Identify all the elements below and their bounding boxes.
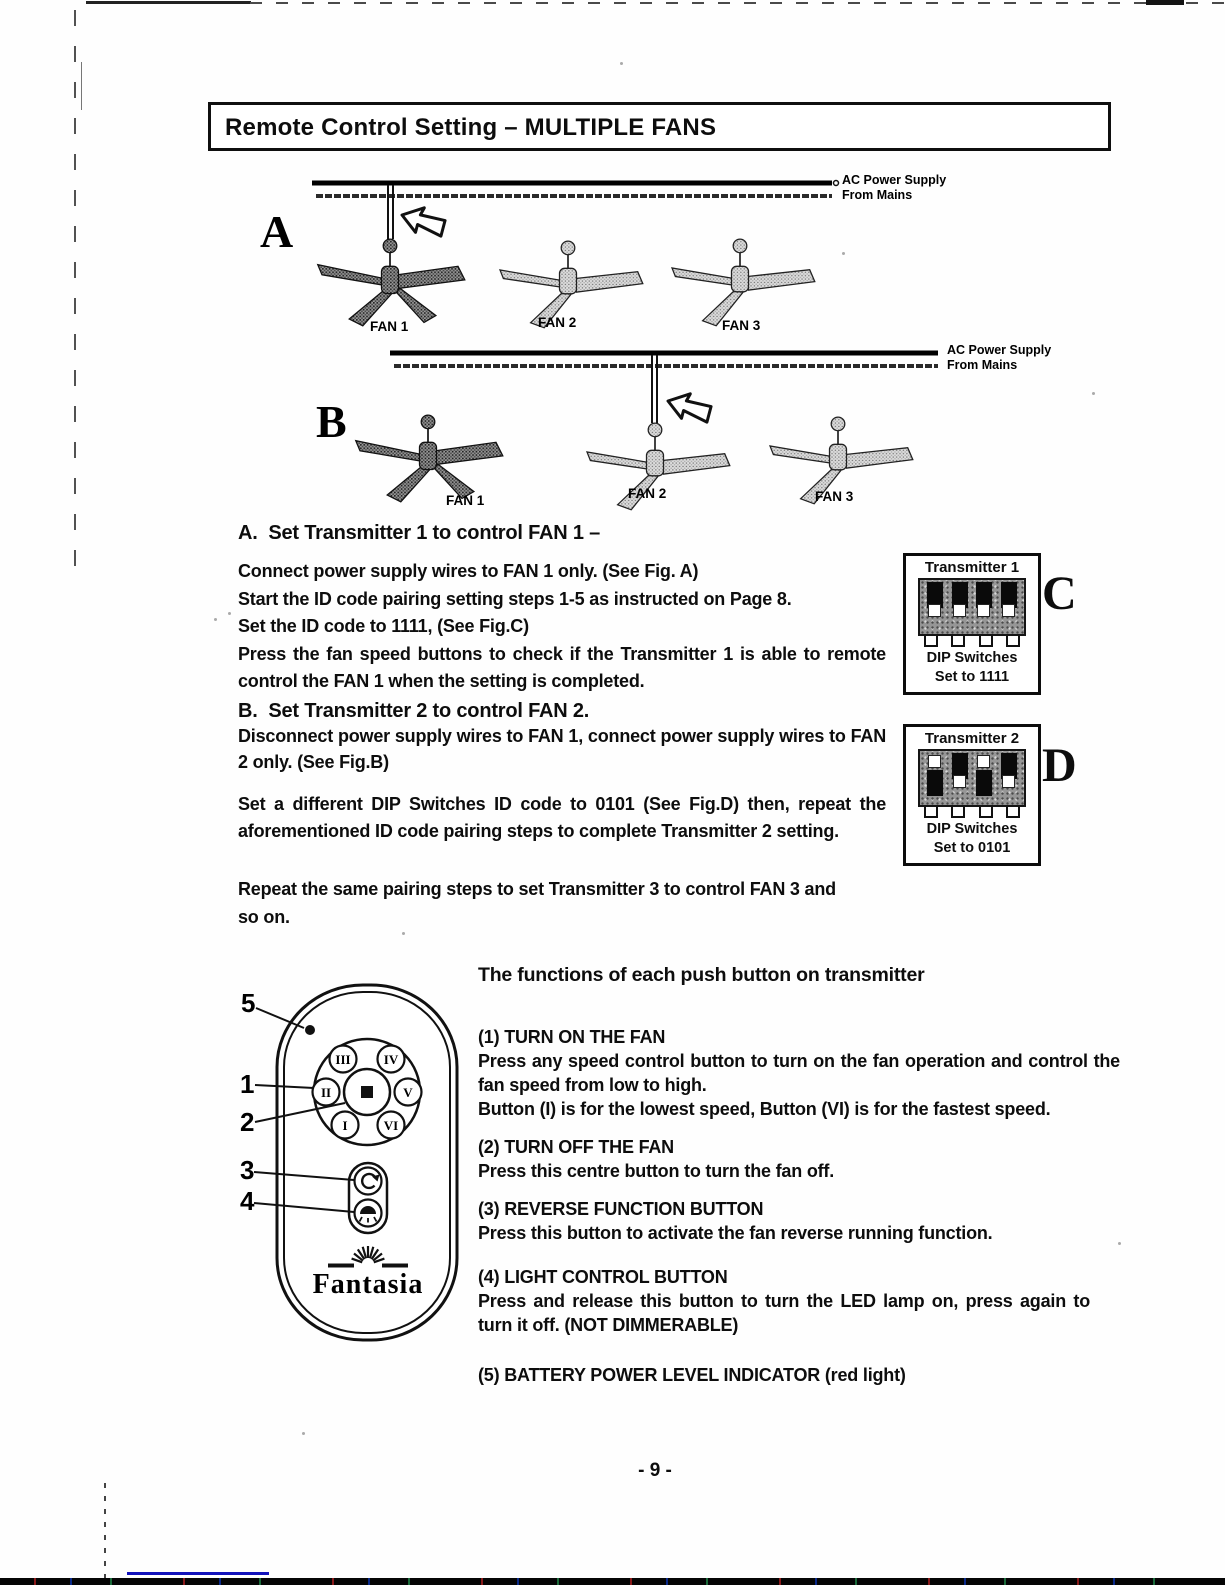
svg-text:II: II (320, 1085, 332, 1100)
section-b (238, 700, 886, 844)
blue-underline (127, 1572, 269, 1575)
callout-1: 1 (240, 1069, 255, 1099)
power-supply-label-1: AC Power Supply (842, 173, 947, 187)
speed-button-iii (330, 1046, 357, 1073)
callout-4: 4 (240, 1186, 255, 1216)
remote-control-diagram (225, 952, 495, 1352)
pointer-arrow-icon (664, 387, 715, 428)
section-a-line3: Set the ID code to 1111, (See Fig.C) (238, 616, 529, 636)
section-b-heading: B. Set Transmitter 2 to control FAN 2. (238, 700, 590, 722)
dip-pins (924, 807, 1020, 818)
dip-pins (924, 636, 1020, 647)
section-b-para2: Set a different DIP Switches ID code to 0101 (See Fig.D) then, repeat the aforementioned ID code pairing steps to complete Transmitter 2 setting. (238, 794, 886, 841)
wire-end-dot (834, 181, 839, 186)
figure-c-caption2: Set to 1111 (934, 668, 1010, 685)
repeat-note-text: Repeat the same pairing steps to set Transmitter 3 to control FAN 3 and so on. (238, 879, 836, 927)
pointer-arrow-icon (398, 201, 449, 242)
fan-3-drawing (672, 239, 815, 326)
functions-column (478, 964, 1120, 1401)
svg-text:IV: IV (383, 1052, 399, 1067)
section-b-para1: Disconnect power supply wires to FAN 1, connect power supply wires to FAN 2 only. (See Fig.B) (238, 726, 886, 772)
speed-button-v (395, 1079, 422, 1106)
title-box (208, 102, 1111, 151)
scan-artifact-top-dashes (250, 2, 1225, 4)
figure-c-title: Transmitter 1 (924, 559, 1020, 576)
fan-1-label: FAN 1 (370, 319, 409, 334)
scan-artifact-top-line (86, 1, 251, 4)
svg-text:III: III (335, 1052, 351, 1067)
function-2-body: Press this centre button to turn the fan off. (478, 1161, 835, 1181)
speed-button-iv (378, 1046, 405, 1073)
power-supply-label-1: AC Power Supply (947, 343, 1052, 357)
power-supply-label-2: From Mains (842, 188, 913, 202)
scan-speck (402, 932, 405, 935)
function-item-5 (478, 1363, 1120, 1387)
scan-artifact-bottom-left-dots (104, 1483, 106, 1579)
scan-speck (302, 1432, 305, 1435)
figure-d-letter: D (1042, 739, 1077, 792)
svg-text:I: I (342, 1118, 348, 1133)
speed-button-i (332, 1112, 359, 1139)
function-item-1 (478, 1025, 1120, 1121)
battery-indicator-led (305, 1025, 315, 1035)
speed-button-vi (378, 1112, 405, 1139)
svg-text:V: V (403, 1085, 413, 1100)
repeat-note (238, 876, 838, 931)
page-number: - 9 - (638, 1460, 672, 1481)
function-1-body-line2: Button (I) is for the lowest speed, Button (VI) is for the fastest speed. (478, 1099, 1051, 1119)
figure-c-caption1: DIP Switches (926, 650, 1018, 666)
callout-5: 5 (241, 988, 256, 1018)
dip-switch-graphic-c (918, 578, 1026, 636)
diagram-a-letter: A (260, 206, 294, 257)
functions-heading: The functions of each push button on transmitter (478, 964, 925, 986)
callout-2: 2 (240, 1107, 255, 1137)
function-4-body: Press and release this button to turn the LED lamp on, press again to turn it off. (NOT DIMMERABLE) (478, 1291, 1090, 1335)
function-item-3 (478, 1197, 1120, 1245)
fan-2-label: FAN 2 (538, 315, 577, 330)
scan-artifact-bottom-bar (0, 1578, 1225, 1585)
diagram-b-letter: B (316, 396, 347, 447)
fan-1-drawing (356, 415, 503, 502)
figure-c-box (903, 553, 1041, 695)
section-a-line1: Connect power supply wires to FAN 1 only. (See Fig. A) (238, 561, 699, 581)
function-1-body-line1: Press any speed control button to turn on the fan operation and control the fan speed from low to high. (478, 1051, 1120, 1095)
fan-2-label: FAN 2 (628, 486, 667, 501)
page-title: Remote Control Setting – MULTIPLE FANS (225, 114, 717, 141)
fan-3-label: FAN 3 (815, 489, 854, 504)
scan-speck (1092, 392, 1095, 395)
scan-artifact-top-blob (1146, 0, 1184, 5)
function-3-body: Press this button to activate the fan reverse running function. (478, 1223, 993, 1243)
svg-text:VI: VI (383, 1118, 399, 1133)
scan-speck (620, 62, 623, 65)
scan-artifact-left-line2 (81, 62, 82, 110)
section-a (238, 522, 886, 696)
speed-button-ii (313, 1079, 340, 1106)
function-2-title: (2) TURN OFF THE FAN (478, 1137, 674, 1157)
brand-name: Fantasia (312, 1269, 424, 1300)
power-supply-label-2: From Mains (947, 358, 1018, 372)
scan-speck (228, 612, 231, 615)
scan-speck (214, 618, 217, 621)
fan-1-drawing (318, 239, 465, 326)
dip-switch-graphic-d (918, 749, 1026, 807)
figure-d-box (903, 724, 1041, 866)
function-1-title: (1) TURN ON THE FAN (478, 1027, 666, 1047)
function-4-title: (4) LIGHT CONTROL BUTTON (478, 1267, 728, 1287)
diagram-b (250, 333, 1070, 523)
fan-1-label: FAN 1 (446, 493, 485, 508)
diagram-a (250, 165, 1010, 345)
callout-3: 3 (240, 1155, 255, 1185)
section-a-line4: Press the fan speed buttons to check if the Transmitter 1 is able to remote control the FAN 1 when the setting is completed. (238, 643, 886, 691)
section-a-heading: A. Set Transmitter 1 to control FAN 1 – (238, 522, 601, 544)
function-item-4 (478, 1265, 1120, 1337)
function-item-2 (478, 1135, 1120, 1183)
fan-3-label: FAN 3 (722, 318, 761, 333)
section-a-line2: Start the ID code pairing setting steps 1-5 as instructed on Page 8. (238, 588, 792, 609)
figure-c-letter: C (1042, 567, 1077, 620)
reverse-button (355, 1168, 382, 1195)
figure-d-title: Transmitter 2 (924, 730, 1020, 747)
off-button-square-icon (361, 1086, 373, 1098)
light-button (355, 1200, 382, 1227)
function-3-title: (3) REVERSE FUNCTION BUTTON (478, 1199, 764, 1219)
figure-d-caption1: DIP Switches (926, 821, 1018, 837)
function-5-title: (5) BATTERY POWER LEVEL INDICATOR (red light) (478, 1365, 906, 1385)
scan-artifact-left-line (74, 10, 76, 570)
figure-d-caption2: Set to 0101 (933, 839, 1011, 856)
